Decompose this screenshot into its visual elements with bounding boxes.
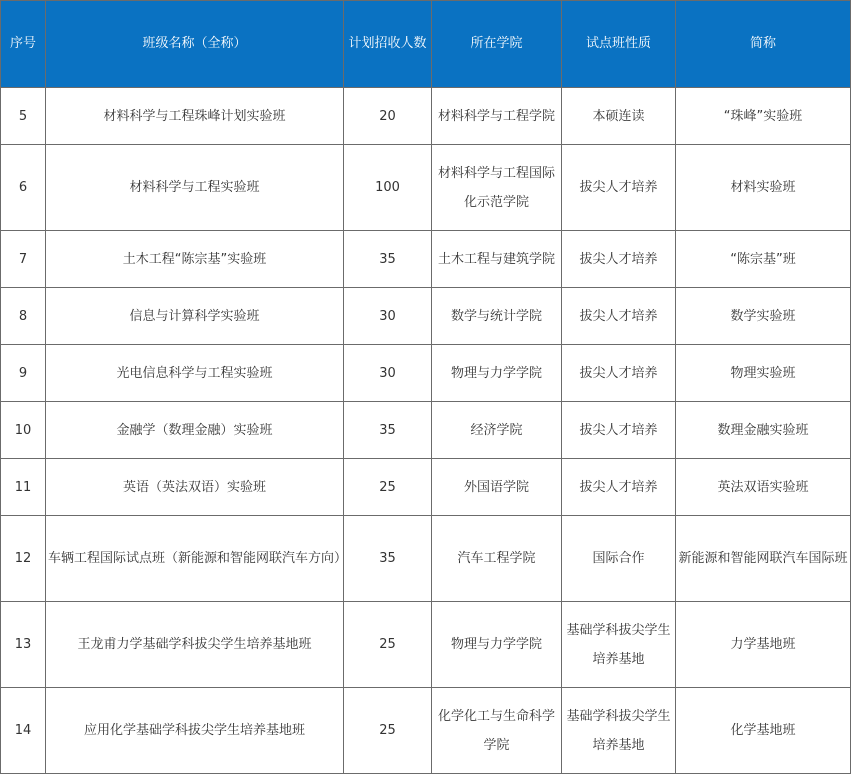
cell-index: 11 — [1, 459, 46, 516]
table-row — [1, 402, 851, 459]
cell-class-name: 金融学（数理金融）实验班 — [46, 402, 344, 459]
cell-short-name: 材料实验班 — [676, 145, 851, 231]
cell-enrollment: 35 — [344, 516, 432, 602]
cell-enrollment: 30 — [344, 288, 432, 345]
cell-class-name: 光电信息科学与工程实验班 — [46, 345, 344, 402]
header-index: 序号 — [1, 1, 46, 88]
table-row — [1, 345, 851, 402]
table-row — [1, 88, 851, 145]
header-college: 所在学院 — [432, 1, 562, 88]
cell-college: 物理与力学学院 — [432, 602, 562, 688]
cell-short-name: 化学基地班 — [676, 688, 851, 774]
cell-nature: 拔尖人才培养 — [562, 345, 676, 402]
cell-college: 汽车工程学院 — [432, 516, 562, 602]
table-row — [1, 516, 851, 602]
cell-index: 12 — [1, 516, 46, 602]
cell-class-name: 应用化学基础学科拔尖学生培养基地班 — [46, 688, 344, 774]
cell-index: 14 — [1, 688, 46, 774]
cell-index: 6 — [1, 145, 46, 231]
cell-index: 7 — [1, 231, 46, 288]
header-row — [1, 1, 851, 88]
table-row — [1, 288, 851, 345]
cell-class-name: 王龙甫力学基础学科拔尖学生培养基地班 — [46, 602, 344, 688]
cell-index: 10 — [1, 402, 46, 459]
cell-college: 数学与统计学院 — [432, 288, 562, 345]
cell-class-name: 信息与计算科学实验班 — [46, 288, 344, 345]
cell-enrollment: 20 — [344, 88, 432, 145]
cell-enrollment: 25 — [344, 602, 432, 688]
cell-short-name: “陈宗基”班 — [676, 231, 851, 288]
cell-nature: 拔尖人才培养 — [562, 459, 676, 516]
cell-nature: 拔尖人才培养 — [562, 145, 676, 231]
table-row — [1, 459, 851, 516]
table-row — [1, 688, 851, 774]
cell-short-name: 物理实验班 — [676, 345, 851, 402]
cell-enrollment: 35 — [344, 231, 432, 288]
cell-college: 土木工程与建筑学院 — [432, 231, 562, 288]
cell-index: 8 — [1, 288, 46, 345]
cell-class-name: 材料科学与工程珠峰计划实验班 — [46, 88, 344, 145]
header-enrollment: 计划招收人数 — [344, 1, 432, 88]
cell-nature: 基础学科拔尖学生培养基地 — [562, 688, 676, 774]
cell-short-name: 数学实验班 — [676, 288, 851, 345]
table-row — [1, 602, 851, 688]
cell-college: 经济学院 — [432, 402, 562, 459]
table-row — [1, 231, 851, 288]
header-class-name: 班级名称（全称） — [46, 1, 344, 88]
cell-nature: 拔尖人才培养 — [562, 288, 676, 345]
table-row — [1, 145, 851, 231]
cell-class-name: 英语（英法双语）实验班 — [46, 459, 344, 516]
cell-enrollment: 25 — [344, 459, 432, 516]
cell-index: 5 — [1, 88, 46, 145]
cell-short-name: 新能源和智能网联汽车国际班 — [676, 516, 851, 602]
cell-short-name: 英法双语实验班 — [676, 459, 851, 516]
cell-short-name: “珠峰”实验班 — [676, 88, 851, 145]
cell-class-name: 土木工程“陈宗基”实验班 — [46, 231, 344, 288]
header-short-name: 简称 — [676, 1, 851, 88]
cell-college: 物理与力学学院 — [432, 345, 562, 402]
cell-class-name: 车辆工程国际试点班（新能源和智能网联汽车方向） — [46, 516, 344, 602]
cell-nature: 基础学科拔尖学生培养基地 — [562, 602, 676, 688]
cell-college: 外国语学院 — [432, 459, 562, 516]
cell-college: 材料科学与工程国际化示范学院 — [432, 145, 562, 231]
cell-enrollment: 35 — [344, 402, 432, 459]
header-nature: 试点班性质 — [562, 1, 676, 88]
cell-enrollment: 30 — [344, 345, 432, 402]
cell-enrollment: 100 — [344, 145, 432, 231]
cell-index: 13 — [1, 602, 46, 688]
cell-class-name: 材料科学与工程实验班 — [46, 145, 344, 231]
cell-index: 9 — [1, 345, 46, 402]
cell-nature: 拔尖人才培养 — [562, 231, 676, 288]
cell-short-name: 数理金融实验班 — [676, 402, 851, 459]
cell-nature: 国际合作 — [562, 516, 676, 602]
cell-enrollment: 25 — [344, 688, 432, 774]
cell-college: 化学化工与生命科学学院 — [432, 688, 562, 774]
cell-short-name: 力学基地班 — [676, 602, 851, 688]
cell-nature: 本硕连读 — [562, 88, 676, 145]
cell-nature: 拔尖人才培养 — [562, 402, 676, 459]
cell-college: 材料科学与工程学院 — [432, 88, 562, 145]
